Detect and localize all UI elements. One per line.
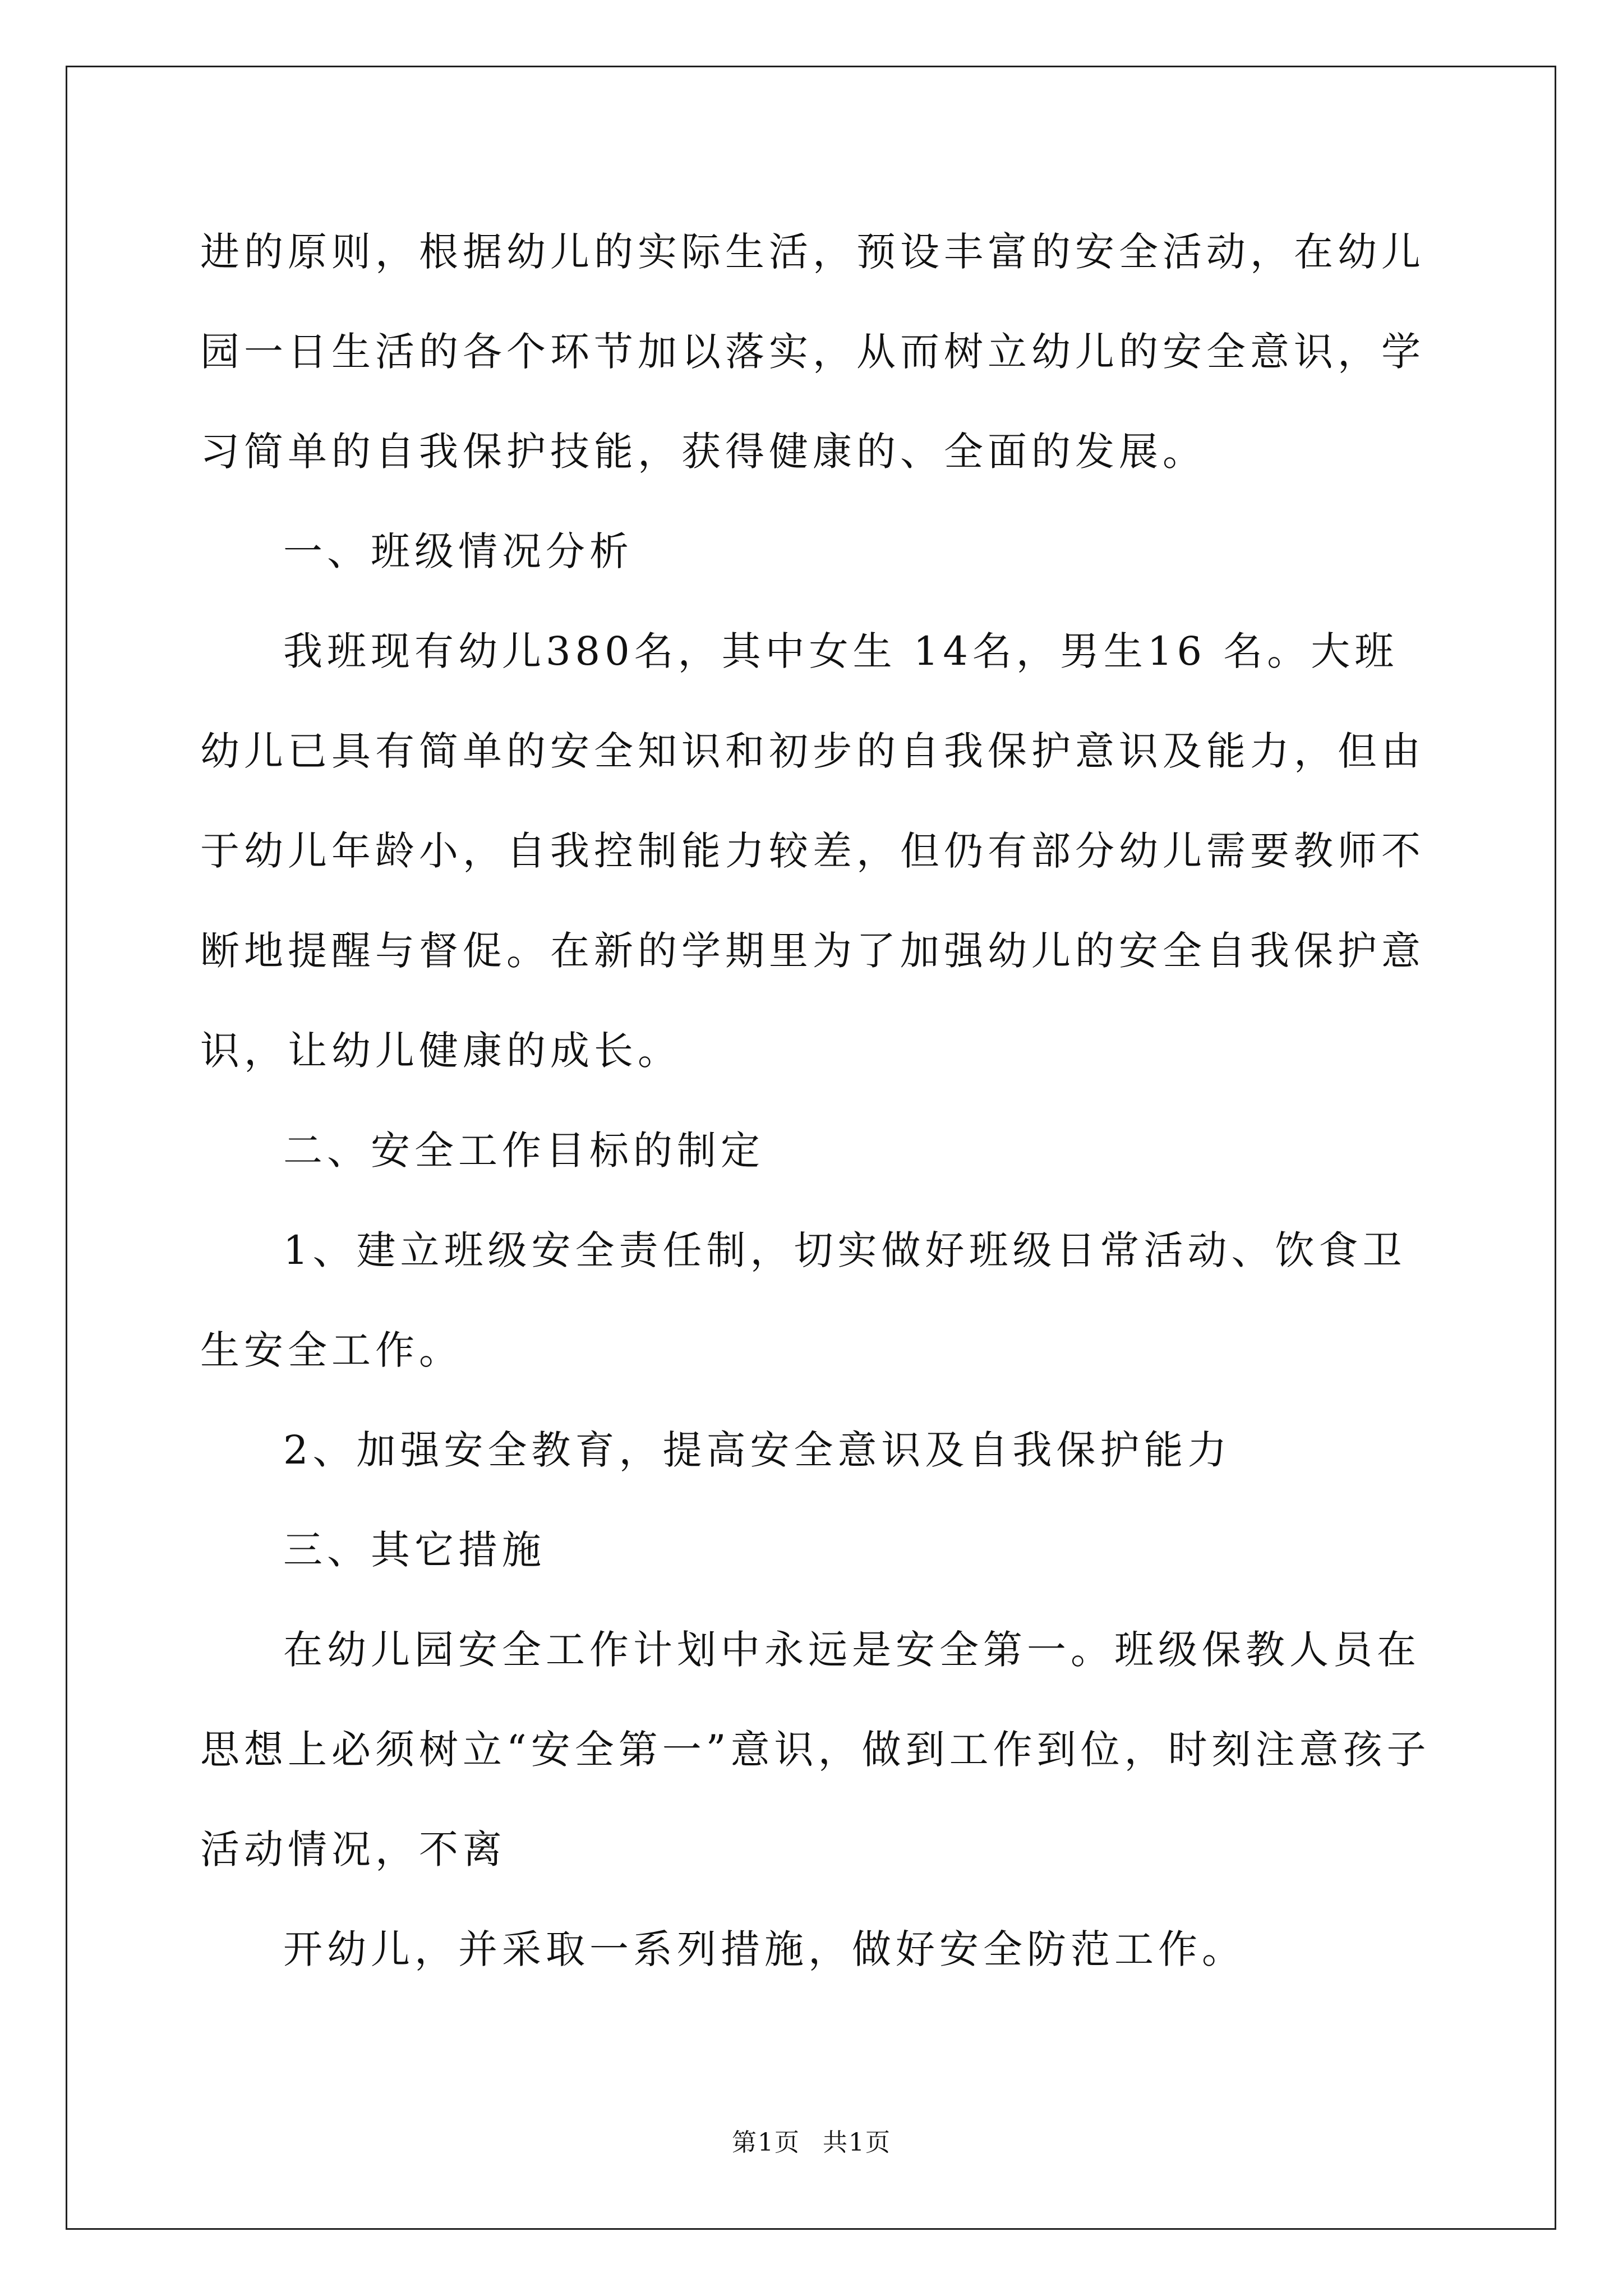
- document-body: [200, 202, 1434, 1999]
- paragraph-goal-2: 2、加强安全教育，提高安全意识及自我保护能力: [283, 1427, 1232, 1473]
- page-number: 第1页: [732, 2128, 800, 2157]
- paragraph-measures: 在幼儿园安全工作计划中永远是安全第一。班级保教人员在思想上必须树立“安全第一”意识，做到工作到位，时刻注意孩子活动情况，不离: [200, 1627, 1431, 1872]
- paragraph-class-situation: 我班现有幼儿380名，其中女生 14名，男生16 名。大班幼儿已具有简单的安全知识和初步的自我保护意识及能力，但由于幼儿年龄小，自我控制能力较差，但仍有部分幼儿需要教师不断地提醒与督促。在新的学期里为了加强幼儿的安全自我保护意识，让幼儿健康的成长。: [200, 628, 1425, 1074]
- heading-safety-goals: 二、安全工作目标的制定: [283, 1128, 764, 1174]
- paragraph-intro-continued: 进的原则，根据幼儿的实际生活，预设丰富的安全活动，在幼儿园一日生活的各个环节加以落实，从而树立幼儿的安全意识，学习简单的自我保护技能，获得健康的、全面的发展。: [200, 229, 1425, 475]
- paragraph-measures-continued: 开幼儿，并采取一系列措施，做好安全防范工作。: [283, 1926, 1246, 1972]
- page-footer: [0, 2126, 1623, 2160]
- heading-other-measures: 三、其它措施: [283, 1527, 546, 1573]
- heading-class-situation: 一、班级情况分析: [283, 528, 633, 574]
- page-total: 共1页: [823, 2128, 891, 2157]
- paragraph-goal-1: 1、建立班级安全责任制，切实做好班级日常活动、饮食卫生安全工作。: [200, 1227, 1407, 1373]
